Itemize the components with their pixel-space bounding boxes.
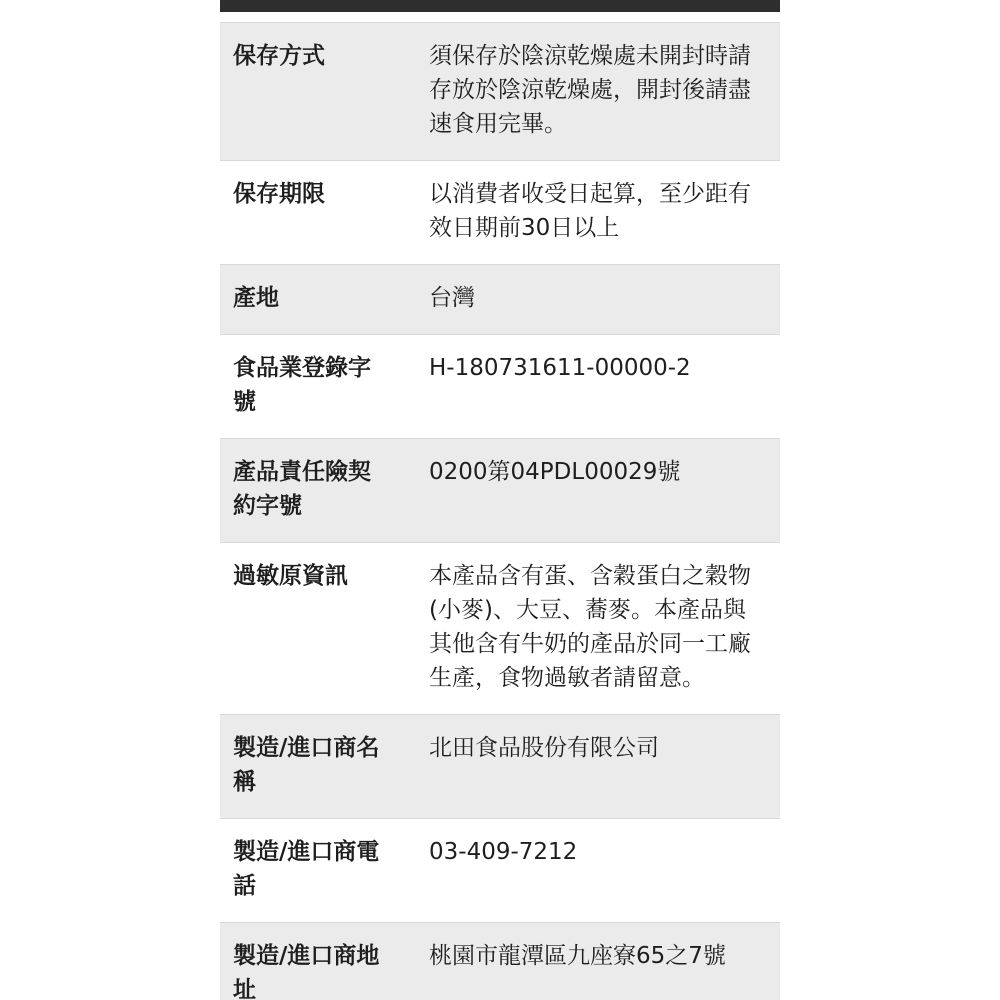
spec-row-food-registration	[220, 335, 780, 439]
spec-row-origin	[220, 265, 780, 335]
spec-row-manufacturer-name	[220, 715, 780, 819]
spec-label: 保存方式	[233, 43, 325, 69]
spec-label: 製造/進口商名稱	[233, 735, 380, 795]
spec-label: 製造/進口商電話	[233, 839, 380, 899]
spec-label: 保存期限	[233, 181, 325, 207]
spec-row-storage-method	[220, 23, 780, 161]
spec-value: 北田食品股份有限公司	[429, 735, 659, 761]
spec-label: 食品業登錄字號	[233, 355, 371, 415]
spec-value: 本產品含有蛋、含穀蛋白之穀物(小麥)、大豆、蕎麥。本產品與其他含有牛奶的產品於同一工廠生產，食物過敏者請留意。	[429, 563, 751, 691]
spec-row-liability-insurance	[220, 439, 780, 543]
spec-value: 須保存於陰涼乾燥處未開封時請存放於陰涼乾燥處，開封後請盡速食用完畢。	[429, 43, 751, 137]
spec-value: 桃園市龍潭區九座寮65之7號	[429, 943, 726, 969]
spec-value: 0200第04PDL00029號	[429, 459, 681, 485]
spec-table	[220, 22, 780, 1000]
spec-label: 產品責任險契約字號	[233, 459, 371, 519]
spec-label: 過敏原資訊	[233, 563, 348, 589]
spec-label: 產地	[233, 285, 279, 311]
spec-label: 製造/進口商地址	[233, 943, 380, 1000]
spec-value: 03-409-7212	[429, 839, 578, 865]
spec-row-manufacturer-address	[220, 923, 780, 1000]
spec-row-manufacturer-phone	[220, 819, 780, 923]
spec-row-shelf-life	[220, 161, 780, 265]
top-bar	[220, 0, 780, 12]
spec-value: 以消費者收受日起算，至少距有效日期前30日以上	[429, 181, 751, 241]
spec-value: 台灣	[429, 285, 475, 311]
spec-value: H-180731611-00000-2	[429, 355, 691, 381]
spec-row-allergen-info	[220, 543, 780, 715]
